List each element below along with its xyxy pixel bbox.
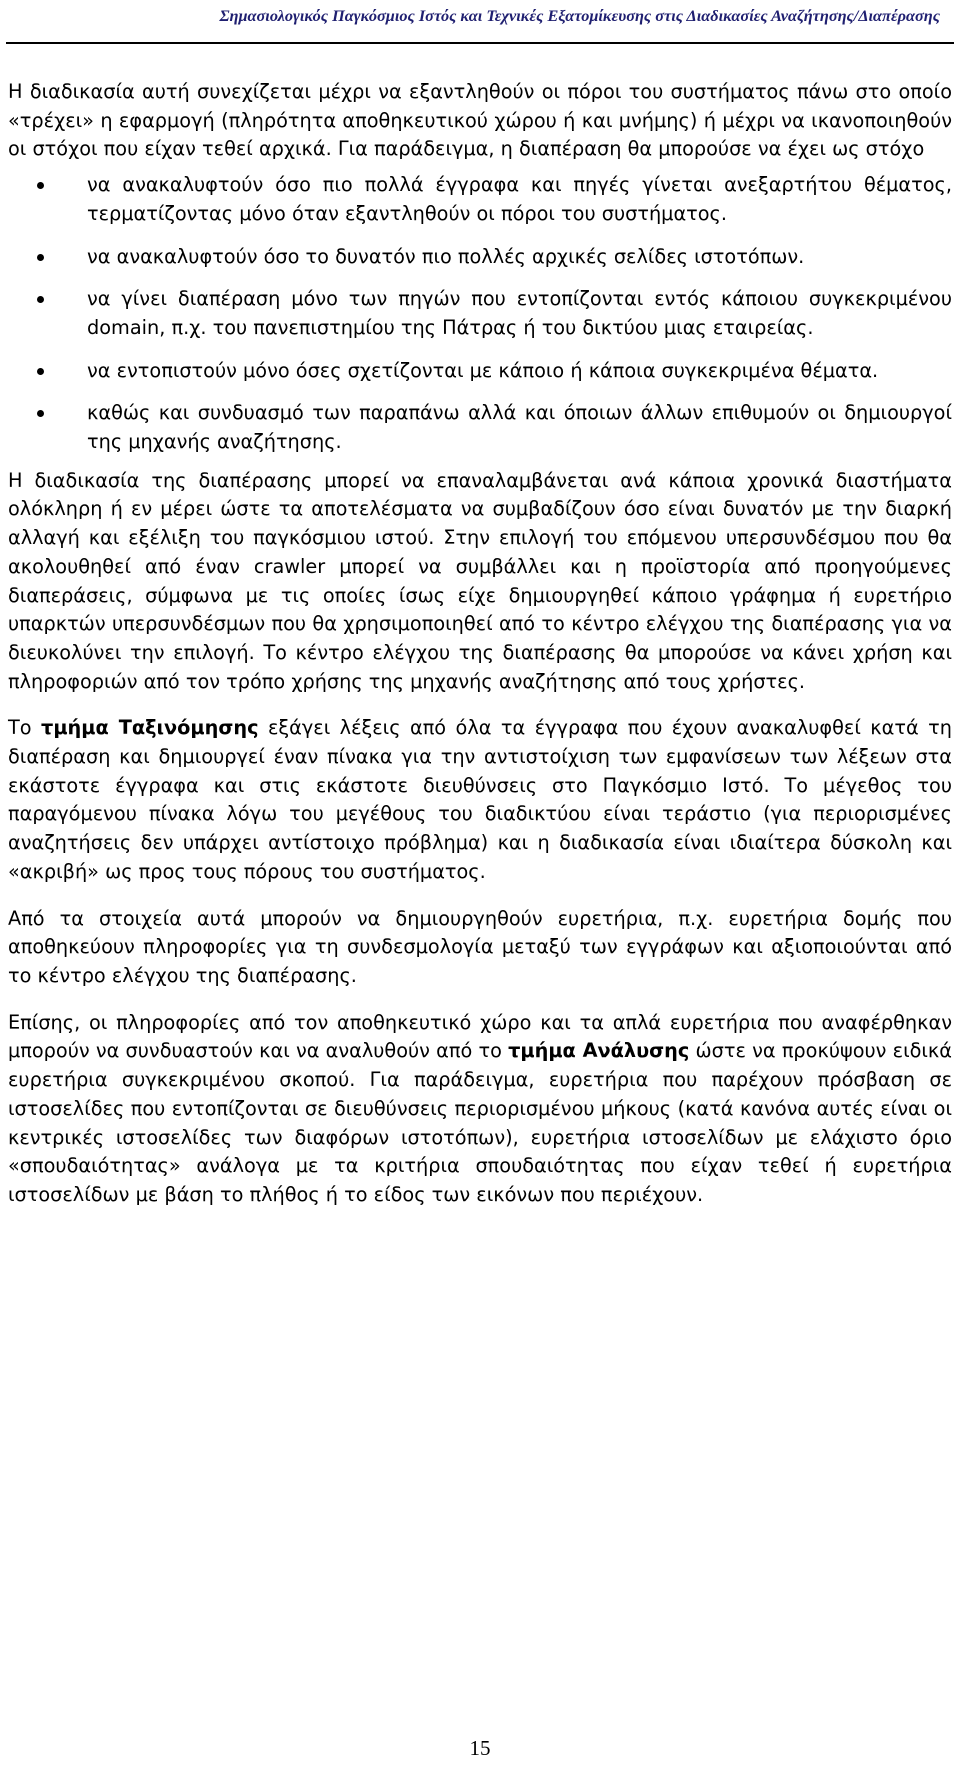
paragraph-1: Η διαδικασία αυτή συνεχίζεται μέχρι να εξαντληθούν οι πόροι του συστήματος πάνω στο οποίο «τρέχει» η εφαρμογή (πληρότητα αποθηκευτικού χώρου ή και μνήμης) ή μέχρι να ικανοποιηθούν οι στόχοι που είχαν τεθεί αρχικά. Για παράδειγμα, η διαπέραση θα μπορούσε να έχει ως στόχο [8, 80, 952, 161]
paragraph-3 [8, 714, 952, 886]
goal-bullet-list [0, 171, 960, 457]
bullet-item [87, 285, 952, 342]
term-classification-module: τμήμα Ταξινόμησης [41, 716, 259, 740]
page-number: 15 [469, 1736, 491, 1760]
bullet-text: να ανακαλυφτούν όσο το δυνατόν πιο πολλές αρχικές σελίδες ιστοτόπων. [87, 244, 805, 268]
paragraph-3-body: εξάγει λέξεις από όλα τα έγγραφα που έχουν ανακαλυφθεί κατά τη διαπέραση και δημιουργεί έναν πίνακα για την αντιστοίχιση των εμφανίσεων των λέξεων στα εκάστοτε έγγραφα και στις εκάστοτε διευθύνσεις στο Παγκόσμιο Ιστό. Το μέγεθος του παραγόμενου πίνακα λόγω του μεγέθους του διαδικτύου είναι τεράστιο (για περιορισμένες αναζητήσεις δεν υπάρχει αντίστοιχο πρόβλημα) και η διαδικασία είναι ιδιαίτερα δύσκολη και «ακριβή» ως προς τους πόρους του συστήματος. [8, 716, 952, 883]
bullet-text: καθώς και συνδυασμό των παραπάνω αλλά και όποιων άλλων επιθυμούν οι δημιουργοί της μηχανής αναζήτησης. [87, 401, 952, 454]
bullet-icon [37, 368, 44, 375]
bullet-icon [37, 254, 44, 261]
bullet-icon [37, 182, 44, 189]
page-content [0, 78, 960, 1210]
paragraph-5-body: ώστε να προκύψουν ειδικά ευρετήρια συγκεκριμένου σκοπού. Για παράδειγμα, ευρετήρια που παρέχουν πρόσβαση σε ιστοσελίδες που εντοπίζονται σε διευθύνσεις περιορισμένου μήκους (κατά κανόνα αυτές είναι οι κεντρικές ιστοσελίδες των διαφόρων ιστοτόπων), ευρετήρια ιστοσελίδων με ελάχιστο όριο «σπουδαιότητας» ανάλογα με τα κριτήρια σπουδαιότητας που είχαν τεθεί ή ευρετήρια ιστοσελίδων με βάση το πλήθος ή το είδος των εικόνων που περιέχουν. [8, 1039, 952, 1206]
paragraph-3-lead: Το [8, 716, 42, 740]
running-header [6, 2, 954, 44]
bullet-item [87, 243, 952, 272]
bullet-icon [37, 296, 44, 303]
term-analysis-module: τμήμα Ανάλυσης [508, 1039, 690, 1063]
paragraph-5-lead: Επίσης, οι πληροφορίες από τον αποθηκευτικό χώρο και τα απλά ευρετήρια που αναφέρθηκαν μπορούν να συνδυαστούν και να αναλυθούν από το [8, 1010, 952, 1063]
paragraph-2: Η διαδικασία της διαπέρασης μπορεί να επαναλαμβάνεται ανά κάποια χρονικά διαστήματα ολόκληρη ή εν μέρει ώστε τα αποτελέσματα να συμβαδίζουν όσο είναι δυνατόν με την διαρκή αλλαγή και εξέλιξη του παγκόσμιου ιστού. Στην επιλογή του επόμενου υπερσυνδέσμου που θα ακολουθηθεί από έναν crawler μπορεί να συμβάλλει και η προϊστορία από προηγούμενες διαπεράσεις, σύμφωνα με τις οποίες ίσως είχε δημιουργηθεί κάποιο γράφημα ή ευρετήριο υπαρκτών υπερσυνδέσμων που θα χρησιμοποιηθεί από το κέντρο ελέγχου της διαπέρασης για να διευκολύνει την επιλογή. Το κέντρο ελέγχου της διαπέρασης θα μπορούσε να κάνει χρήση και πληροφοριών από τον τρόπο χρήσης της μηχανής αναζήτησης από τους χρήστες. [8, 468, 952, 693]
bullet-item [87, 357, 952, 386]
paragraph-5 [8, 1009, 952, 1210]
paragraph-4: Από τα στοιχεία αυτά μπορούν να δημιουργηθούν ευρετήρια, π.χ. ευρετήρια δομής που αποθηκεύουν πληροφορίες για τη συνδεσμολογία μεταξύ των εγγράφων και αξιοποιούνται από το κέντρο ελέγχου της διαπέρασης. [8, 906, 952, 987]
bullet-item [87, 171, 952, 228]
bullet-text: να γίνει διαπέραση μόνο των πηγών που εντοπίζονται εντός κάποιου συγκεκριμένου domain, π.χ. του πανεπιστημίου της Πάτρας ή του δικτύου μιας εταιρείας. [87, 287, 952, 339]
bullet-text: να ανακαλυφτούν όσο πιο πολλά έγγραφα και πηγές γίνεται ανεξαρτήτου θέματος, τερματίζοντας μόνο όταν εξαντληθούν οι πόροι του συστήματος. [87, 173, 952, 225]
bullet-icon [37, 410, 44, 417]
bullet-text: να εντοπιστούν μόνο όσες σχετίζονται με κάποιο ή κάποια συγκεκριμένα θέματα. [87, 358, 879, 382]
bullet-item [87, 399, 952, 456]
header-title: Σημασιολογικός Παγκόσμιος Ιστός και Τεχνικές Εξατομίκευσης στις Διαδικασίες Αναζήτησης/Διαπέρασης [219, 6, 940, 25]
